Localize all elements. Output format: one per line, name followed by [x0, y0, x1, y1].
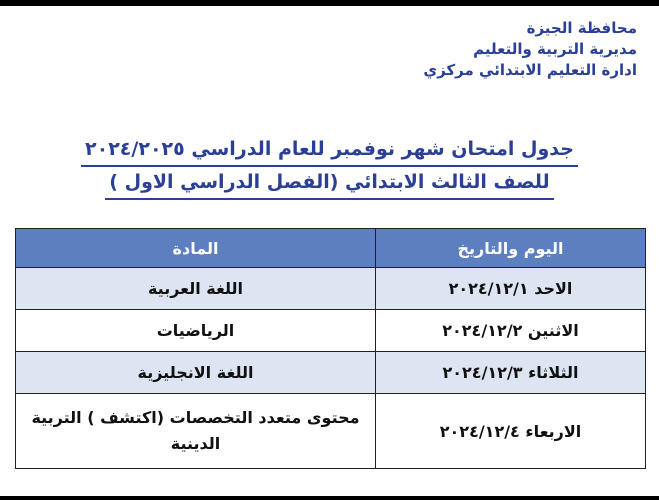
- governorate-name: محافظة الجيزة: [526, 19, 637, 37]
- header-day-date: اليوم والتاريخ: [376, 229, 646, 268]
- cell-day-date: الثلاثاء ٢٠٢٤/١٢/٣: [376, 352, 646, 394]
- table-row: [16, 310, 646, 352]
- table-row: [16, 352, 646, 394]
- administration-name: ادارة التعليم الابتدائي مركزي: [423, 61, 637, 79]
- table-header-row: [16, 229, 646, 268]
- cell-subject: اللغة العربية: [16, 268, 376, 310]
- cell-subject: الرياضيات: [16, 310, 376, 352]
- document-title: [0, 134, 659, 200]
- cell-subject: اللغة الانجليزية: [16, 352, 376, 394]
- cell-day-date: الاثنين ٢٠٢٤/١٢/٢: [376, 310, 646, 352]
- cell-subject: محتوى متعدد التخصصات (اكتشف ) التربية الدينية: [16, 394, 376, 469]
- exam-schedule-table: [15, 228, 646, 469]
- directorate-name: مديرية التربية والتعليم: [473, 40, 637, 58]
- title-line-1: جدول امتحان شهر نوفمبر للعام الدراسي ٢٠٢٤/٢٠٢٥: [81, 134, 578, 167]
- cell-day-date: الاربعاء ٢٠٢٤/١٢/٤: [376, 394, 646, 469]
- document-page: [0, 6, 659, 496]
- title-line-2: للصف الثالث الابتدائي (الفصل الدراسي الاول ): [105, 167, 553, 200]
- cell-day-date: الاحد ٢٠٢٤/١٢/١: [376, 268, 646, 310]
- table-row: [16, 394, 646, 469]
- table-row: [16, 268, 646, 310]
- header-subject: المادة: [16, 229, 376, 268]
- letterhead: [423, 18, 637, 81]
